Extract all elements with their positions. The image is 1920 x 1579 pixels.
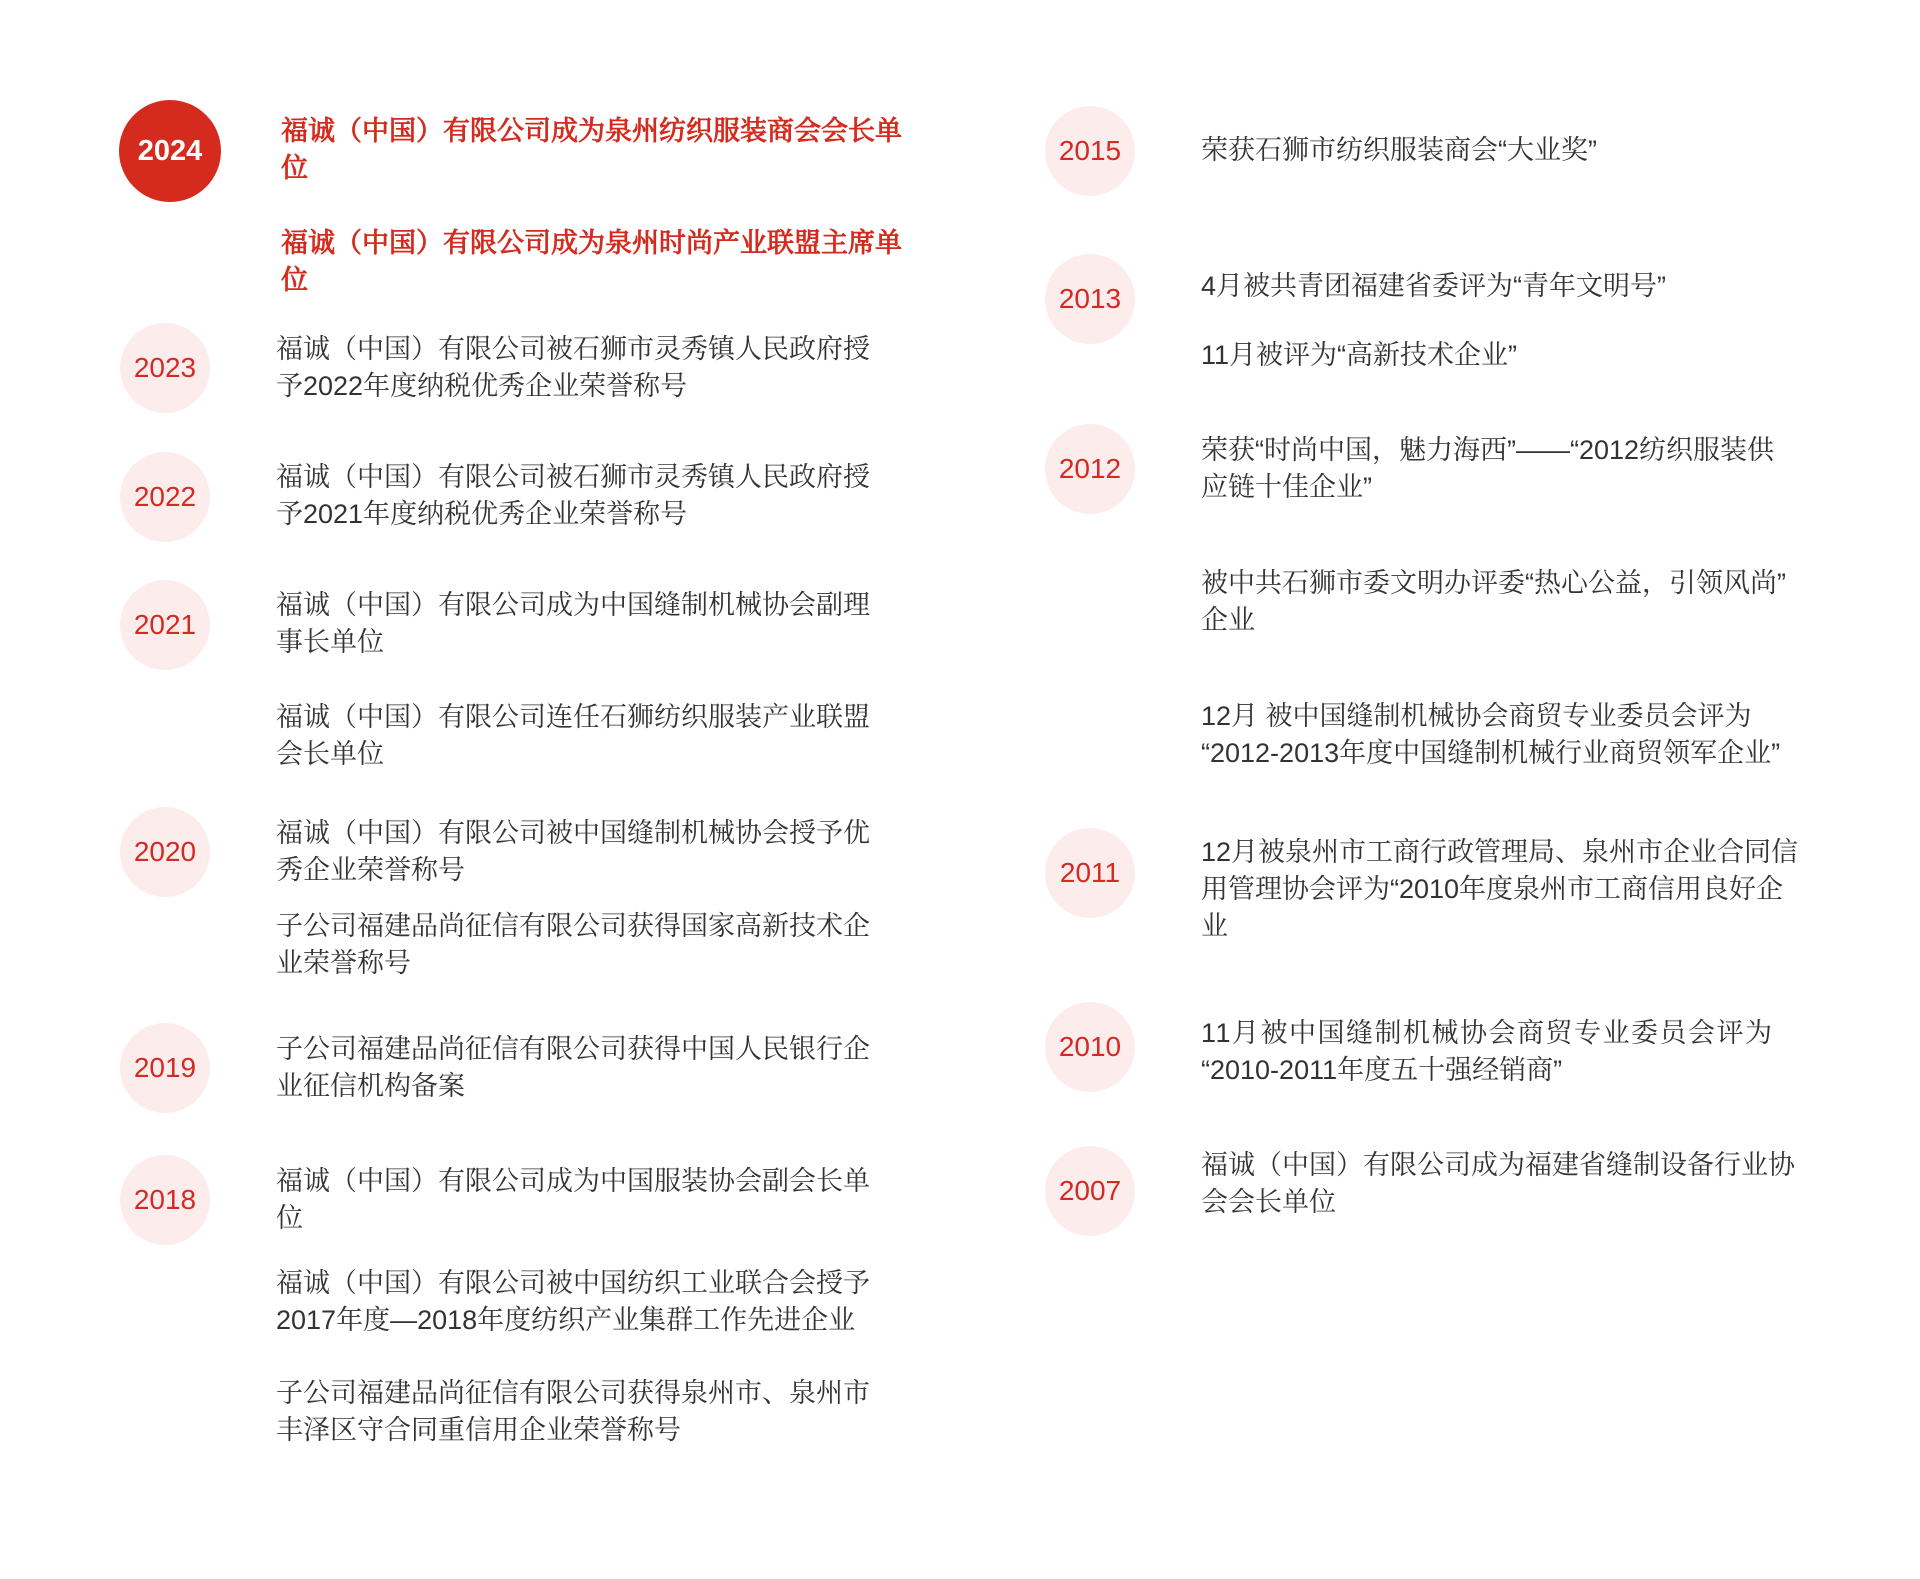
year-badge-2012: 2012 — [1045, 424, 1135, 514]
event-text-line: 福诚（中国）有限公司成为中国缝制机械协会副理 — [276, 590, 870, 620]
year-badge-2022: 2022 — [120, 452, 210, 542]
timeline-event — [1201, 565, 1786, 639]
event-text-line: 秀企业荣誉称号 — [276, 855, 465, 885]
event-text-line: 业征信机构备案 — [276, 1071, 465, 1101]
year-badge-2019: 2019 — [120, 1023, 210, 1113]
event-text-line: 12月 被中国缝制机械协会商贸专业委员会评为 — [1201, 701, 1752, 731]
timeline-event — [276, 1375, 870, 1449]
event-text-line: 福诚（中国）有限公司成为泉州纺织服装商会会长单 — [281, 116, 902, 146]
event-text-line: 业荣誉称号 — [276, 948, 411, 978]
timeline-event — [276, 1163, 870, 1237]
event-text-line: 予2021年度纳税优秀企业荣誉称号 — [276, 499, 688, 529]
event-text-line: 福诚（中国）有限公司被石狮市灵秀镇人民政府授 — [276, 462, 870, 492]
event-text-line: 丰泽区守合同重信用企业荣誉称号 — [276, 1415, 681, 1445]
event-text-line: 11月被中国缝制机械协会商贸专业委员会评为 — [1201, 1018, 1774, 1048]
year-badge-2021: 2021 — [120, 580, 210, 670]
year-badge-2011: 2011 — [1045, 828, 1135, 918]
timeline-event — [276, 1265, 870, 1339]
event-text-line: 福诚（中国）有限公司被石狮市灵秀镇人民政府授 — [276, 334, 870, 364]
year-badge-2024: 2024 — [119, 100, 221, 202]
year-badge-2015: 2015 — [1045, 106, 1135, 196]
year-badge-2020: 2020 — [120, 807, 210, 897]
year-badge-2023: 2023 — [120, 323, 210, 413]
timeline-event — [281, 113, 902, 187]
event-text-line: 用管理协会评为“2010年度泉州市工商信用良好企 — [1201, 874, 1784, 904]
event-text-line: 企业 — [1201, 605, 1255, 635]
timeline-event — [281, 225, 902, 299]
event-text-line: 2017年度—2018年度纺织产业集群工作先进企业 — [276, 1305, 856, 1335]
timeline-event — [1201, 1147, 1795, 1221]
year-badge-2007: 2007 — [1045, 1146, 1135, 1236]
event-text-line: 福诚（中国）有限公司被中国缝制机械协会授予优 — [276, 818, 870, 848]
timeline-event — [276, 587, 870, 661]
event-text-line: 荣获“时尚中国，魅力海西”——“2012纺织服装供 — [1201, 435, 1775, 465]
event-text-line: 会会长单位 — [1201, 1187, 1336, 1217]
timeline-event — [1201, 268, 1666, 305]
event-text-line: 福诚（中国）有限公司连任石狮纺织服装产业联盟 — [276, 702, 870, 732]
event-text-line: 应链十佳企业” — [1201, 472, 1372, 502]
timeline-event — [276, 331, 870, 405]
event-text-line: 位 — [276, 1203, 303, 1233]
year-badge-2018: 2018 — [120, 1155, 210, 1245]
event-text-line: 位 — [281, 153, 308, 183]
timeline-event — [1201, 337, 1517, 374]
year-badge-2010: 2010 — [1045, 1002, 1135, 1092]
event-text-line: 4月被共青团福建省委评为“青年文明号” — [1201, 271, 1666, 301]
event-text-line: “2012-2013年度中国缝制机械行业商贸领军企业” — [1201, 738, 1781, 768]
event-text-line: 事长单位 — [276, 627, 384, 657]
timeline-event — [276, 908, 870, 982]
timeline-event — [276, 699, 870, 773]
event-text-line: 福诚（中国）有限公司成为泉州时尚产业联盟主席单 — [281, 228, 902, 258]
event-text-line: 予2022年度纳税优秀企业荣誉称号 — [276, 371, 688, 401]
event-text-line: 福诚（中国）有限公司被中国纺织工业联合会授予 — [276, 1268, 870, 1298]
event-text-line: 福诚（中国）有限公司成为福建省缝制设备行业协 — [1201, 1150, 1795, 1180]
year-badge-2013: 2013 — [1045, 254, 1135, 344]
event-text-line: 位 — [281, 265, 308, 295]
timeline-event — [276, 1031, 870, 1105]
event-text-line: 业 — [1201, 911, 1228, 941]
event-text-line: 会长单位 — [276, 739, 384, 769]
event-text-line: 12月被泉州市工商行政管理局、泉州市企业合同信 — [1201, 837, 1799, 867]
timeline-event — [276, 815, 870, 889]
event-text-line: 福诚（中国）有限公司成为中国服装协会副会长单 — [276, 1166, 870, 1196]
event-text-line: 荣获石狮市纺织服装商会“大业奖” — [1201, 135, 1597, 165]
timeline-event — [1201, 432, 1774, 506]
timeline-event — [1201, 1015, 1774, 1089]
timeline-event — [1201, 132, 1597, 169]
event-text-line: 子公司福建品尚征信有限公司获得泉州市、泉州市 — [276, 1378, 870, 1408]
event-text-line: “2010-2011年度五十强经销商” — [1201, 1055, 1563, 1085]
timeline-event — [1201, 698, 1780, 772]
event-text-line: 子公司福建品尚征信有限公司获得中国人民银行企 — [276, 1034, 870, 1064]
timeline-event — [276, 459, 870, 533]
event-text-line: 被中共石狮市委文明办评委“热心公益，引领风尚” — [1201, 568, 1786, 598]
timeline-event — [1201, 834, 1798, 945]
event-text-line: 子公司福建品尚征信有限公司获得国家高新技术企 — [276, 911, 870, 941]
event-text-line: 11月被评为“高新技术企业” — [1201, 340, 1518, 370]
